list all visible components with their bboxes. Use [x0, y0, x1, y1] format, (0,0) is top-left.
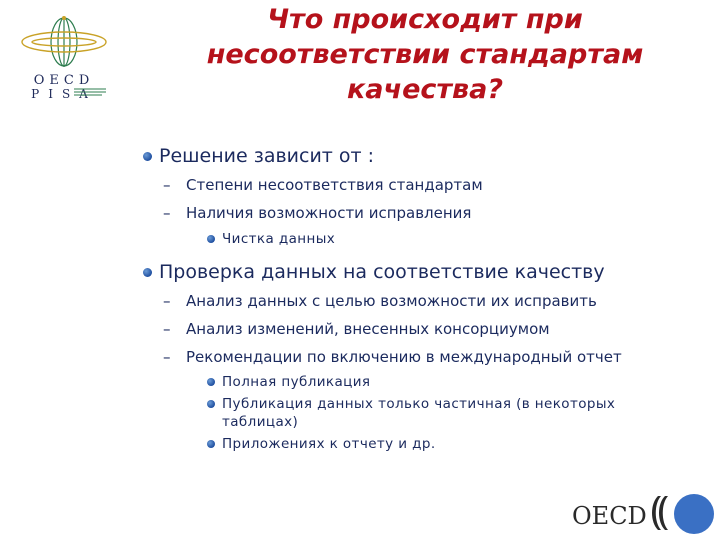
pisa-globe-icon	[18, 14, 110, 104]
dash-icon: –	[163, 292, 171, 310]
dash-icon: –	[163, 176, 171, 194]
pisa-logo-top-text: OECD	[33, 73, 95, 88]
list-item-text: Проверка данных на соответствие качеству	[159, 261, 605, 283]
bullet-icon	[207, 400, 215, 408]
list-item	[143, 176, 703, 195]
list-item	[143, 435, 703, 453]
oecd-logo	[570, 490, 715, 536]
oecd-arc-icon	[652, 496, 668, 530]
dash-icon: –	[163, 320, 171, 338]
list-item-text: Анализ данных с целью возможности их исправить	[186, 292, 597, 310]
slide-title: Что происходит при несоответствии стандартам качества?	[206, 4, 644, 105]
list-item	[143, 348, 703, 367]
oecd-logo-text: OECD	[572, 502, 647, 530]
bullet-icon	[207, 440, 215, 448]
pisa-logo-bottom-text: PISA	[31, 87, 97, 101]
list-item	[143, 292, 703, 311]
list-item	[143, 373, 703, 391]
bullet-list	[143, 144, 703, 453]
bullet-icon	[143, 268, 152, 277]
list-item-text: Приложениях к отчету и др.	[222, 436, 436, 452]
list-item	[143, 395, 703, 431]
list-item-text: Рекомендации по включению в международный отчет	[186, 348, 622, 366]
pisa-logo	[18, 14, 110, 104]
bullet-icon	[143, 152, 152, 161]
list-item	[143, 144, 703, 168]
bullet-icon	[207, 235, 215, 243]
dash-icon: –	[163, 204, 171, 222]
list-item	[143, 204, 703, 223]
bullet-icon	[207, 378, 215, 386]
oecd-circle-icon	[674, 494, 714, 534]
list-item-text: Полная публикация	[222, 374, 371, 390]
oecd-logo-graphic	[570, 490, 715, 536]
list-item-text: Решение зависит от :	[159, 145, 375, 167]
list-item-text: Наличия возможности исправления	[186, 204, 472, 222]
list-item	[143, 320, 703, 339]
list-item-text: Степени несоответствия стандартам	[186, 176, 483, 194]
dash-icon: –	[163, 348, 171, 366]
list-item-text: Публикация данных только частичная (в некоторых таблицах)	[222, 396, 616, 430]
list-item-text: Чистка данных	[222, 231, 336, 247]
list-item	[143, 230, 703, 248]
list-item-text: Анализ изменений, внесенных консорциумом	[186, 320, 550, 338]
list-item	[143, 260, 703, 284]
